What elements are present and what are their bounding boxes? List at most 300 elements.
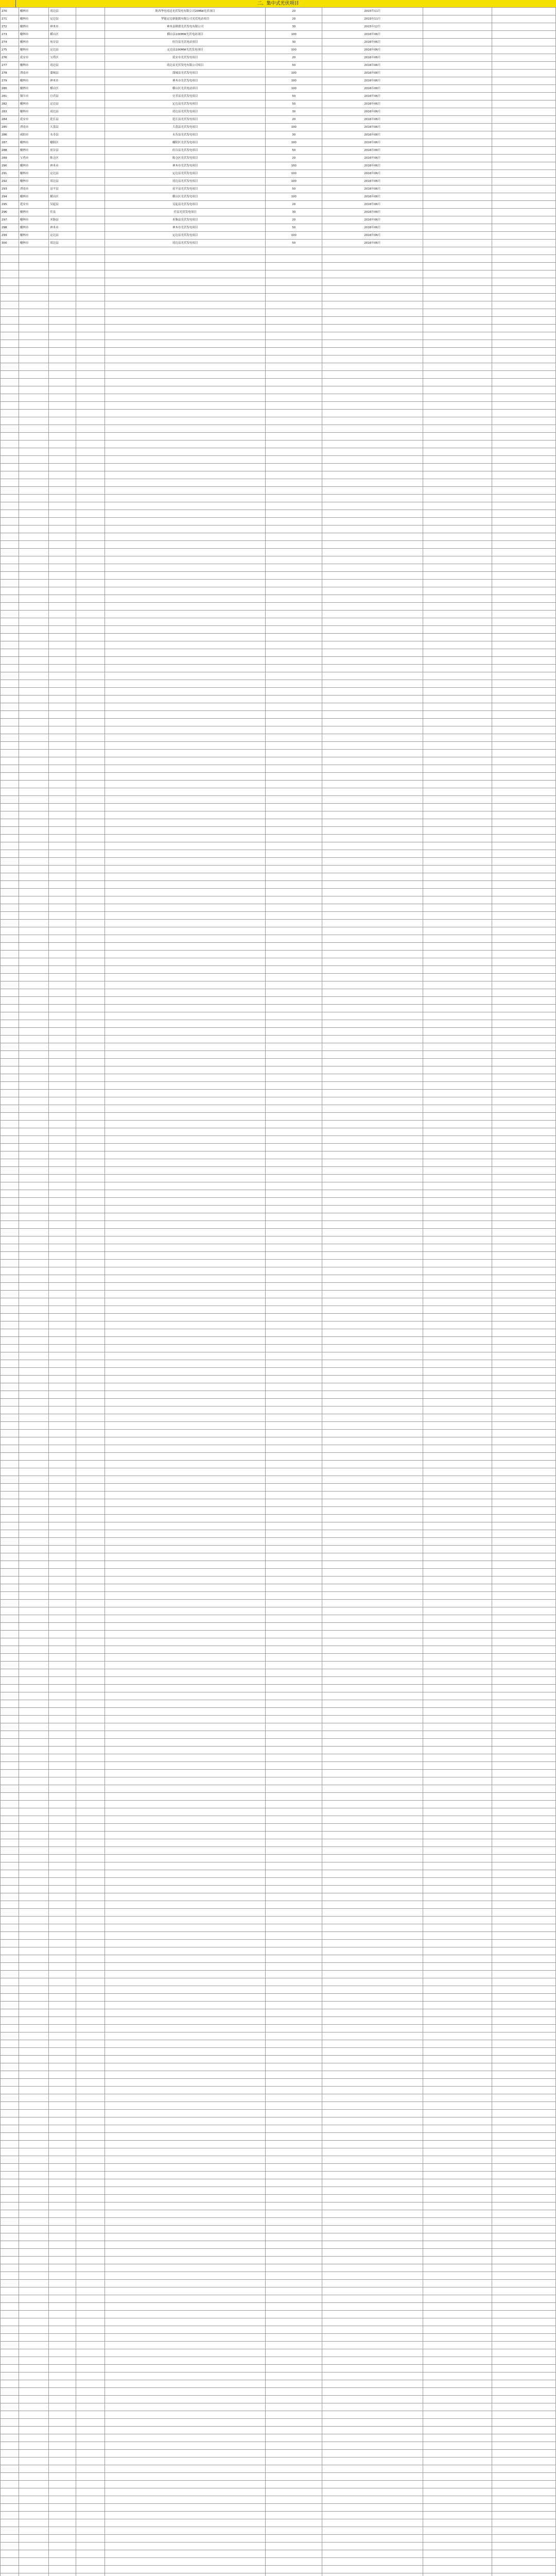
row-project-name	[105, 301, 266, 309]
row-date	[322, 2272, 423, 2280]
row-project-name	[105, 1947, 266, 1955]
row-area	[19, 270, 48, 278]
row-area	[19, 1855, 48, 1862]
row-project-name	[105, 804, 266, 811]
row-date	[322, 827, 423, 835]
row-type	[76, 1700, 105, 1708]
row-area	[19, 1391, 48, 1399]
row-note	[423, 881, 492, 889]
row-type	[76, 1924, 105, 1932]
row-date	[322, 1059, 423, 1066]
row-extra	[492, 2496, 555, 2504]
row-capacity	[266, 1128, 322, 1136]
row-project-name	[105, 2535, 266, 2543]
row-type	[76, 1082, 105, 1090]
row-area	[19, 1553, 48, 1561]
table-row	[1, 1036, 556, 1043]
row-number	[1, 1213, 19, 1221]
row-type	[76, 139, 105, 147]
row-capacity	[266, 417, 322, 425]
row-county	[49, 927, 76, 935]
row-extra	[492, 1739, 555, 1747]
row-county	[49, 1113, 76, 1121]
row-county	[49, 1206, 76, 1213]
row-note	[423, 1739, 492, 1747]
row-number	[1, 1461, 19, 1468]
row-extra	[492, 951, 555, 958]
row-number	[1, 1654, 19, 1662]
row-area	[19, 2133, 48, 2141]
row-project-name	[105, 904, 266, 912]
row-county: 永寿县	[49, 131, 76, 139]
row-type	[76, 750, 105, 757]
row-extra	[492, 1770, 555, 1777]
row-capacity	[266, 433, 322, 440]
row-county: 陈仓区	[49, 155, 76, 162]
row-extra	[492, 2287, 555, 2295]
row-project-name: 米脂县光伏发电项目	[105, 216, 266, 224]
row-note	[423, 1445, 492, 1453]
row-date	[322, 363, 423, 371]
row-number	[1, 363, 19, 371]
row-type	[76, 1893, 105, 1901]
table-row	[1, 1886, 556, 1893]
row-project-name	[105, 649, 266, 657]
row-area: 宝鸡市	[19, 155, 48, 162]
row-extra	[492, 2372, 555, 2380]
row-capacity	[266, 2566, 322, 2573]
row-extra	[492, 440, 555, 448]
row-note	[423, 1252, 492, 1260]
table-row	[1, 386, 556, 394]
row-county	[49, 1198, 76, 1206]
row-extra	[492, 1731, 555, 1739]
row-extra	[492, 301, 555, 309]
row-area	[19, 2195, 48, 2202]
row-county	[49, 2117, 76, 2125]
row-area	[19, 757, 48, 765]
row-date	[322, 2543, 423, 2550]
row-extra	[492, 966, 555, 974]
row-date	[322, 301, 423, 309]
row-number	[1, 757, 19, 765]
row-type	[76, 2396, 105, 2403]
row-project-name	[105, 750, 266, 757]
row-note	[423, 1522, 492, 1530]
row-project-name	[105, 2264, 266, 2272]
row-project-name	[105, 263, 266, 270]
row-county	[49, 263, 76, 270]
row-date	[322, 2458, 423, 2465]
row-type	[76, 2295, 105, 2303]
row-capacity	[266, 2334, 322, 2342]
row-area	[19, 981, 48, 989]
table-row	[1, 2264, 556, 2272]
row-county	[49, 1275, 76, 1283]
row-county	[49, 1043, 76, 1051]
row-note	[423, 2071, 492, 2079]
row-extra	[492, 2473, 555, 2481]
row-extra	[492, 518, 555, 526]
row-area	[19, 301, 48, 309]
row-area	[19, 634, 48, 641]
row-capacity	[266, 1368, 322, 1376]
row-area	[19, 2272, 48, 2280]
row-area	[19, 1762, 48, 1770]
row-number: 296	[1, 209, 19, 216]
row-capacity	[266, 1399, 322, 1406]
row-type	[76, 1878, 105, 1886]
row-type	[76, 866, 105, 873]
row-county	[49, 1955, 76, 1963]
row-type	[76, 1206, 105, 1213]
row-date	[322, 2334, 423, 2342]
row-date	[322, 2558, 423, 2566]
row-capacity	[266, 1283, 322, 1291]
row-note	[423, 2226, 492, 2233]
row-capacity	[266, 587, 322, 595]
row-number	[1, 1012, 19, 1020]
row-county	[49, 2063, 76, 2071]
row-note	[423, 1824, 492, 1832]
row-number	[1, 2543, 19, 2550]
row-note	[423, 696, 492, 703]
row-number	[1, 1337, 19, 1345]
row-capacity	[266, 696, 322, 703]
row-type	[76, 2403, 105, 2411]
row-extra	[492, 1144, 555, 1151]
row-note	[423, 1213, 492, 1221]
row-note	[423, 2380, 492, 2388]
row-county	[49, 1082, 76, 1090]
row-project-name	[105, 1198, 266, 1206]
row-area	[19, 1499, 48, 1507]
row-project-name	[105, 340, 266, 348]
row-area	[19, 1128, 48, 1136]
row-number	[1, 680, 19, 688]
table-row	[1, 31, 556, 39]
row-date	[322, 2148, 423, 2156]
row-extra	[492, 1028, 555, 1036]
row-note	[423, 842, 492, 850]
row-county	[49, 626, 76, 634]
row-project-name	[105, 2040, 266, 2048]
row-project-name	[105, 1762, 266, 1770]
row-project-name	[105, 1445, 266, 1453]
row-number	[1, 2535, 19, 2543]
row-capacity	[266, 2040, 322, 2048]
table-row	[1, 100, 556, 108]
row-area: 榆林市	[19, 240, 48, 247]
row-county	[49, 2172, 76, 2179]
row-area	[19, 966, 48, 974]
row-area	[19, 1314, 48, 1321]
row-county	[49, 1839, 76, 1847]
row-type	[76, 1337, 105, 1345]
row-date	[322, 2195, 423, 2202]
row-note	[423, 1082, 492, 1090]
row-type	[76, 1422, 105, 1430]
row-date	[322, 1314, 423, 1321]
row-number	[1, 935, 19, 943]
row-note	[423, 1569, 492, 1577]
table-row	[1, 155, 556, 162]
table-row	[1, 2473, 556, 2481]
table-row	[1, 981, 556, 989]
row-project-name	[105, 464, 266, 471]
row-type	[76, 2110, 105, 2117]
row-capacity	[266, 2519, 322, 2527]
table-row	[1, 1461, 556, 1468]
table-row	[1, 1105, 556, 1113]
row-county	[49, 2481, 76, 2488]
table-row	[1, 2087, 556, 2094]
row-note	[423, 781, 492, 788]
row-note	[423, 1236, 492, 1244]
row-county	[49, 889, 76, 896]
row-county	[49, 2040, 76, 2048]
table-row	[1, 301, 556, 309]
row-extra	[492, 2009, 555, 2017]
row-area	[19, 2164, 48, 2172]
row-date	[322, 1329, 423, 1337]
row-note	[423, 1291, 492, 1298]
row-capacity	[266, 881, 322, 889]
row-county	[49, 2295, 76, 2303]
row-project-name	[105, 526, 266, 533]
table-row	[1, 1623, 556, 1631]
row-county	[49, 309, 76, 317]
row-capacity	[266, 2342, 322, 2349]
row-area	[19, 1569, 48, 1577]
row-date: 2016年06月	[322, 240, 423, 247]
row-capacity	[266, 2512, 322, 2519]
row-number	[1, 2164, 19, 2172]
row-project-name	[105, 2558, 266, 2566]
row-capacity	[266, 510, 322, 518]
table-row	[1, 1113, 556, 1121]
row-area: 榆林市	[19, 162, 48, 170]
row-type	[76, 788, 105, 796]
row-extra	[492, 2202, 555, 2210]
table-row	[1, 873, 556, 881]
table-row	[1, 896, 556, 904]
row-project-name	[105, 1059, 266, 1066]
row-extra	[492, 564, 555, 572]
row-extra	[492, 866, 555, 873]
row-type	[76, 2056, 105, 2063]
row-extra	[492, 317, 555, 325]
row-number	[1, 2403, 19, 2411]
row-type	[76, 1870, 105, 1878]
table-row	[1, 757, 556, 765]
row-number	[1, 2079, 19, 2087]
row-project-name	[105, 2458, 266, 2465]
row-capacity	[266, 1229, 322, 1236]
row-project-name	[105, 2195, 266, 2202]
table-row	[1, 1082, 556, 1090]
row-date: 2015年11月	[322, 15, 423, 23]
row-extra	[492, 649, 555, 657]
row-date	[322, 1793, 423, 1801]
row-number	[1, 2094, 19, 2102]
row-number	[1, 1677, 19, 1685]
row-project-name	[105, 742, 266, 750]
row-capacity	[266, 1893, 322, 1901]
row-note	[423, 564, 492, 572]
row-note	[423, 1615, 492, 1623]
row-project-name	[105, 2442, 266, 2450]
row-note	[423, 1886, 492, 1893]
row-county	[49, 688, 76, 696]
table-row	[1, 2496, 556, 2504]
row-project-name: 定边县光伏发电项目	[105, 100, 266, 108]
row-extra	[492, 2342, 555, 2349]
row-project-name: 大荔县光伏发电项目	[105, 124, 266, 131]
row-type	[76, 518, 105, 526]
row-note	[423, 2241, 492, 2249]
row-number	[1, 1878, 19, 1886]
table-row	[1, 920, 556, 927]
row-area	[19, 379, 48, 386]
row-area	[19, 896, 48, 904]
table-row	[1, 170, 556, 178]
row-project-name	[105, 1159, 266, 1167]
row-type	[76, 835, 105, 842]
table-row	[1, 2326, 556, 2334]
row-date	[322, 2249, 423, 2257]
row-extra	[492, 2164, 555, 2172]
row-extra	[492, 2125, 555, 2133]
row-area: 榆林市	[19, 100, 48, 108]
row-capacity	[266, 456, 322, 464]
row-project-name	[105, 1986, 266, 1994]
row-project-name	[105, 309, 266, 317]
table-row	[1, 680, 556, 688]
row-county	[49, 2396, 76, 2403]
row-capacity	[266, 657, 322, 665]
row-date: 2016年06月	[322, 170, 423, 178]
row-number	[1, 1762, 19, 1770]
row-note	[423, 2017, 492, 2025]
table-row	[1, 1677, 556, 1685]
table-row	[1, 2040, 556, 2048]
row-extra	[492, 1391, 555, 1399]
row-capacity: 50	[266, 100, 322, 108]
row-number	[1, 1577, 19, 1584]
row-type	[76, 1275, 105, 1283]
row-county	[49, 2187, 76, 2195]
row-date	[322, 1345, 423, 1352]
corner-cell	[0, 0, 16, 7]
row-date	[322, 309, 423, 317]
table-row	[1, 348, 556, 355]
row-capacity	[266, 1298, 322, 1306]
row-number	[1, 1893, 19, 1901]
row-type	[76, 100, 105, 108]
row-type	[76, 456, 105, 464]
row-extra	[492, 703, 555, 711]
row-project-name: 佳县光伏发电项目	[105, 209, 266, 216]
row-note	[423, 1468, 492, 1476]
row-number	[1, 2048, 19, 2056]
row-type	[76, 510, 105, 518]
row-area	[19, 611, 48, 618]
row-capacity	[266, 1391, 322, 1399]
row-capacity	[266, 247, 322, 255]
row-extra	[492, 1267, 555, 1275]
row-area	[19, 1206, 48, 1213]
row-capacity	[266, 2396, 322, 2403]
row-number	[1, 1051, 19, 1059]
row-note	[423, 348, 492, 355]
row-number	[1, 1345, 19, 1352]
row-extra	[492, 39, 555, 46]
row-county	[49, 1947, 76, 1955]
row-extra	[492, 448, 555, 456]
row-type	[76, 1329, 105, 1337]
row-note	[423, 232, 492, 240]
row-area	[19, 1291, 48, 1298]
row-extra	[492, 1368, 555, 1376]
row-type	[76, 2141, 105, 2148]
row-area	[19, 989, 48, 997]
row-county	[49, 1577, 76, 1584]
row-date	[322, 796, 423, 804]
row-note	[423, 1260, 492, 1267]
row-project-name	[105, 1816, 266, 1824]
row-number	[1, 541, 19, 549]
row-extra	[492, 920, 555, 927]
row-note	[423, 1893, 492, 1901]
row-capacity	[266, 255, 322, 263]
row-extra	[492, 958, 555, 966]
row-date	[322, 696, 423, 703]
row-note	[423, 742, 492, 750]
table-row	[1, 1538, 556, 1546]
row-area	[19, 850, 48, 858]
row-capacity	[266, 2063, 322, 2071]
row-capacity	[266, 1716, 322, 1723]
row-project-name	[105, 1832, 266, 1839]
row-note	[423, 1492, 492, 1499]
row-number	[1, 1708, 19, 1716]
table-row	[1, 1051, 556, 1059]
row-note	[423, 2543, 492, 2550]
row-area	[19, 448, 48, 456]
row-area	[19, 2218, 48, 2226]
row-county	[49, 1654, 76, 1662]
row-date	[322, 927, 423, 935]
row-note	[423, 1051, 492, 1059]
row-note	[423, 402, 492, 410]
row-county: 榆阳区	[49, 139, 76, 147]
row-extra	[492, 2241, 555, 2249]
row-extra	[492, 139, 555, 147]
row-date	[322, 811, 423, 819]
row-project-name	[105, 672, 266, 680]
row-area	[19, 1005, 48, 1012]
table-row	[1, 2342, 556, 2349]
row-note	[423, 1074, 492, 1082]
table-row	[1, 1190, 556, 1198]
row-date: 2016年06月	[322, 85, 423, 93]
row-number	[1, 1190, 19, 1198]
row-date	[322, 1414, 423, 1422]
row-type	[76, 634, 105, 641]
row-county	[49, 2241, 76, 2249]
row-extra	[492, 1476, 555, 1484]
